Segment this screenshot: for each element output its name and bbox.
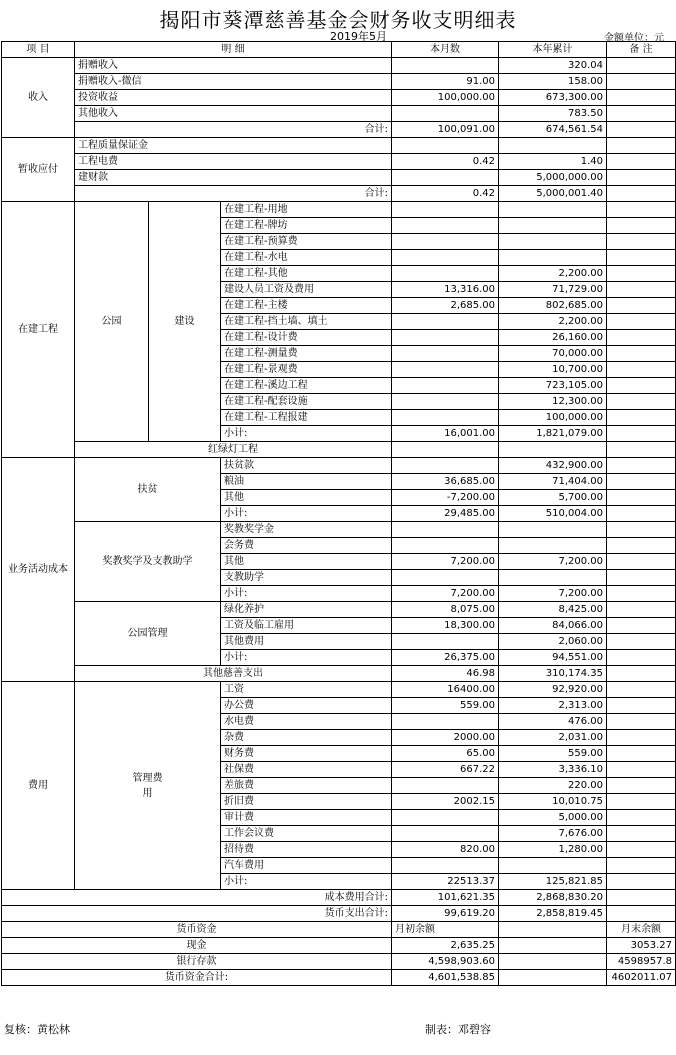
month-value [392, 570, 499, 586]
month-value: 13,316.00 [392, 282, 499, 298]
subtotal-label: 小计: [221, 506, 392, 522]
note-cell [607, 570, 676, 586]
note-cell [607, 234, 676, 250]
subtotal-year: 7,200.00 [499, 586, 607, 602]
month-value: 100,000.00 [392, 90, 499, 106]
table-row [2, 522, 676, 538]
subtotal-year: 125,821.85 [499, 874, 607, 890]
table-row [2, 890, 676, 906]
table-row [2, 906, 676, 922]
note-cell [607, 682, 676, 698]
item-name: 在建工程-主楼 [221, 298, 392, 314]
item-name: 绿化养护 [221, 602, 392, 618]
table-row [2, 122, 676, 138]
item-name: 其他 [221, 554, 392, 570]
year-value: 158.00 [499, 74, 607, 90]
note-cell [607, 890, 676, 906]
maker-label: 制表：邓碧容 [425, 1023, 491, 1036]
total-year: 2,868,830.20 [499, 890, 607, 906]
month-value [392, 138, 499, 154]
item-name: 在建工程-水电 [221, 250, 392, 266]
item-name: 捐赠收入-微信 [75, 74, 392, 90]
note-cell [607, 394, 676, 410]
funds-end: 3053.27 [607, 938, 676, 954]
note-cell [607, 58, 676, 74]
item-name: 工作会议费 [221, 826, 392, 842]
table-row [2, 666, 676, 682]
header-month: 本月数 [392, 42, 499, 58]
year-value: 723,105.00 [499, 378, 607, 394]
month-value: 667.22 [392, 762, 499, 778]
month-value [392, 106, 499, 122]
month-value: 36,685.00 [392, 474, 499, 490]
category-label: 收入 [2, 58, 75, 138]
year-value: 2,200.00 [499, 314, 607, 330]
table-row [2, 922, 676, 938]
table-row [2, 186, 676, 202]
note-cell [607, 170, 676, 186]
table-row [2, 58, 676, 74]
month-value [392, 170, 499, 186]
funds-header-label: 货币资金 [2, 922, 392, 938]
item-name: 在建工程-用地 [221, 202, 392, 218]
month-value: -7,200.00 [392, 490, 499, 506]
table-cell [499, 970, 607, 986]
item-name: 捐赠收入 [75, 58, 392, 74]
note-cell [607, 138, 676, 154]
year-value: 7,676.00 [499, 826, 607, 842]
subtotal-month: 22513.37 [392, 874, 499, 890]
note-cell [607, 650, 676, 666]
total-label: 货币支出合计: [2, 906, 392, 922]
month-value [392, 826, 499, 842]
year-value [499, 218, 607, 234]
year-value: 783.50 [499, 106, 607, 122]
subtotal-year: 510,004.00 [499, 506, 607, 522]
note-cell [607, 218, 676, 234]
subtotal-month: 16,001.00 [392, 426, 499, 442]
funds-end: 4598957.8 [607, 954, 676, 970]
report-date: 2019年5月 [330, 30, 387, 43]
item-name: 工资 [221, 682, 392, 698]
year-value: 5,000,000.00 [499, 170, 607, 186]
month-value: 2000.00 [392, 730, 499, 746]
funds-total-begin: 4,601,538.85 [392, 970, 499, 986]
month-value [392, 714, 499, 730]
item-name: 在建工程-挡土墙、填土 [221, 314, 392, 330]
note-cell [607, 906, 676, 922]
note-cell [607, 842, 676, 858]
subcategory-label: 管理费用 [75, 682, 221, 890]
table-row [2, 106, 676, 122]
item-name: 其他费用 [221, 634, 392, 650]
month-value: 2,685.00 [392, 298, 499, 314]
year-value: 84,066.00 [499, 618, 607, 634]
subtotal-label: 小计: [221, 586, 392, 602]
year-value: 26,160.00 [499, 330, 607, 346]
month-value [392, 538, 499, 554]
funds-total-label: 货币资金合计: [2, 970, 392, 986]
note-cell [607, 522, 676, 538]
note-cell [607, 810, 676, 826]
category-label: 费用 [2, 682, 75, 890]
note-cell [607, 266, 676, 282]
item-name: 工程质量保证金 [75, 138, 392, 154]
item-name: 杂费 [221, 730, 392, 746]
item-name: 在建工程-测量费 [221, 346, 392, 362]
header-note: 备 注 [607, 42, 676, 58]
item-name: 建设人员工资及费用 [221, 282, 392, 298]
year-value: 476.00 [499, 714, 607, 730]
year-value: 7,200.00 [499, 554, 607, 570]
year-value: 3,336.10 [499, 762, 607, 778]
total-label: 成本费用合计: [2, 890, 392, 906]
funds-label: 现金 [2, 938, 392, 954]
year-value: 802,685.00 [499, 298, 607, 314]
table-row [2, 954, 676, 970]
month-value [392, 314, 499, 330]
year-value [499, 858, 607, 874]
item-name: 在建工程-设计费 [221, 330, 392, 346]
total-month: 99,619.20 [392, 906, 499, 922]
note-cell [607, 426, 676, 442]
item-name: 奖教奖学金 [221, 522, 392, 538]
item-name: 工程电费 [75, 154, 392, 170]
table-row [2, 202, 676, 218]
note-cell [607, 634, 676, 650]
year-value: 5,000.00 [499, 810, 607, 826]
subcategory-label: 奖教奖学及支教助学 [75, 522, 221, 602]
month-value: 2002.15 [392, 794, 499, 810]
year-value [499, 202, 607, 218]
note-cell [607, 282, 676, 298]
note-cell [607, 778, 676, 794]
item-name: 社保费 [221, 762, 392, 778]
month-value [392, 778, 499, 794]
year-value: 5,700.00 [499, 490, 607, 506]
year-value: 1.40 [499, 154, 607, 170]
item-name: 红绿灯工程 [75, 442, 392, 458]
funds-header-begin: 月初余额 [392, 922, 499, 938]
item-name: 在建工程-景观费 [221, 362, 392, 378]
item-name: 审计费 [221, 810, 392, 826]
year-value: 71,729.00 [499, 282, 607, 298]
note-cell [607, 698, 676, 714]
note-cell [607, 586, 676, 602]
year-value: 2,031.00 [499, 730, 607, 746]
note-cell [607, 618, 676, 634]
item-name: 在建工程-溪边工程 [221, 378, 392, 394]
item-name: 在建工程-其他 [221, 266, 392, 282]
item-name: 办公费 [221, 698, 392, 714]
year-value: 10,010.75 [499, 794, 607, 810]
note-cell [607, 250, 676, 266]
table-row [2, 970, 676, 986]
month-value [392, 346, 499, 362]
funds-begin: 4,598,903.60 [392, 954, 499, 970]
table-row [2, 74, 676, 90]
year-value [499, 538, 607, 554]
table-row [2, 154, 676, 170]
subtotal-label: 小计: [221, 650, 392, 666]
item-name: 其他慈善支出 [75, 666, 392, 682]
item-name: 在建工程-工程报建 [221, 410, 392, 426]
item-name: 折旧费 [221, 794, 392, 810]
year-value [499, 234, 607, 250]
month-value [392, 202, 499, 218]
month-value: 7,200.00 [392, 554, 499, 570]
month-value: 559.00 [392, 698, 499, 714]
item-name: 支教助学 [221, 570, 392, 586]
note-cell [607, 506, 676, 522]
note-cell [607, 666, 676, 682]
year-value: 310,174.35 [499, 666, 607, 682]
reviewer-label: 复核：黄松林 [4, 1023, 70, 1036]
header-detail: 明 细 [75, 42, 392, 58]
note-cell [607, 554, 676, 570]
category-label: 业务活动成本 [2, 458, 75, 682]
note-cell [607, 154, 676, 170]
item-name: 其他收入 [75, 106, 392, 122]
note-cell [607, 746, 676, 762]
item-name: 财务费 [221, 746, 392, 762]
funds-begin: 2,635.25 [392, 938, 499, 954]
table-row [2, 602, 676, 618]
note-cell [607, 314, 676, 330]
year-value [499, 522, 607, 538]
note-cell [607, 858, 676, 874]
month-value [392, 442, 499, 458]
subtotal-month: 7,200.00 [392, 586, 499, 602]
note-cell [607, 490, 676, 506]
year-value: 92,920.00 [499, 682, 607, 698]
total-month: 0.42 [392, 186, 499, 202]
month-value: 820.00 [392, 842, 499, 858]
item-name: 工资及临工雇用 [221, 618, 392, 634]
total-label: 合计: [75, 186, 392, 202]
subcategory-label: 公园 [75, 202, 149, 442]
funds-label: 银行存款 [2, 954, 392, 970]
month-value: 65.00 [392, 746, 499, 762]
note-cell [607, 74, 676, 90]
subtotal-year: 1,821,079.00 [499, 426, 607, 442]
header-item: 项 目 [2, 42, 75, 58]
subtotal-month: 29,485.00 [392, 506, 499, 522]
year-value: 673,300.00 [499, 90, 607, 106]
subtotal-label: 小计: [221, 426, 392, 442]
month-value: 18,300.00 [392, 618, 499, 634]
table-row [2, 42, 676, 58]
table-row [2, 938, 676, 954]
amount-unit: 金额单位：元 [604, 33, 664, 44]
month-value [392, 810, 499, 826]
month-value [392, 362, 499, 378]
note-cell [607, 794, 676, 810]
month-value: 8,075.00 [392, 602, 499, 618]
note-cell [607, 106, 676, 122]
item-name: 粮油 [221, 474, 392, 490]
subcategory-label: 扶贫 [75, 458, 221, 522]
table-cell [499, 954, 607, 970]
month-value [392, 250, 499, 266]
page-title: 揭阳市葵潭慈善基金会财务收支明细表 [159, 8, 517, 32]
year-value: 2,060.00 [499, 634, 607, 650]
note-cell [607, 346, 676, 362]
table-cell [499, 938, 607, 954]
note-cell [607, 122, 676, 138]
month-value [392, 410, 499, 426]
month-value: 46.98 [392, 666, 499, 682]
subtotal-label: 小计: [221, 874, 392, 890]
month-value: 91.00 [392, 74, 499, 90]
note-cell [607, 730, 676, 746]
table-row [2, 458, 676, 474]
total-month: 100,091.00 [392, 122, 499, 138]
table-row [2, 138, 676, 154]
subcategory-label: 公园管理 [75, 602, 221, 666]
category-label: 暂收应付 [2, 138, 75, 202]
table-row [2, 90, 676, 106]
total-year: 5,000,001.40 [499, 186, 607, 202]
note-cell [607, 330, 676, 346]
table-row [2, 170, 676, 186]
month-value [392, 394, 499, 410]
subtotal-year: 94,551.00 [499, 650, 607, 666]
note-cell [607, 458, 676, 474]
year-value: 71,404.00 [499, 474, 607, 490]
year-value: 70,000.00 [499, 346, 607, 362]
year-value [499, 138, 607, 154]
item-name: 招待费 [221, 842, 392, 858]
note-cell [607, 410, 676, 426]
month-value: 0.42 [392, 154, 499, 170]
month-value [392, 458, 499, 474]
month-value [392, 634, 499, 650]
table-row [2, 682, 676, 698]
note-cell [607, 298, 676, 314]
note-cell [607, 442, 676, 458]
item-name: 建财款 [75, 170, 392, 186]
note-cell [607, 826, 676, 842]
subcategory-label: 建设 [149, 202, 221, 442]
year-value: 220.00 [499, 778, 607, 794]
year-value: 2,200.00 [499, 266, 607, 282]
funds-header-end: 月末余额 [607, 922, 676, 938]
month-value [392, 858, 499, 874]
month-value [392, 378, 499, 394]
subtotal-month: 26,375.00 [392, 650, 499, 666]
month-value [392, 218, 499, 234]
note-cell [607, 602, 676, 618]
item-name: 差旅费 [221, 778, 392, 794]
month-value: 16400.00 [392, 682, 499, 698]
funds-total-end: 4602011.07 [607, 970, 676, 986]
table-row [2, 442, 676, 458]
item-name: 水电费 [221, 714, 392, 730]
month-value [392, 330, 499, 346]
year-value: 2,313.00 [499, 698, 607, 714]
item-name: 其他 [221, 490, 392, 506]
month-value [392, 58, 499, 74]
item-name: 会务费 [221, 538, 392, 554]
note-cell [607, 186, 676, 202]
month-value [392, 266, 499, 282]
year-value: 12,300.00 [499, 394, 607, 410]
year-value [499, 570, 607, 586]
note-cell [607, 362, 676, 378]
category-label: 在建工程 [2, 202, 75, 458]
year-value: 100,000.00 [499, 410, 607, 426]
year-value: 1,280.00 [499, 842, 607, 858]
total-year: 2,858,819.45 [499, 906, 607, 922]
total-year: 674,561.54 [499, 122, 607, 138]
table-cell [499, 922, 607, 938]
note-cell [607, 378, 676, 394]
year-value: 8,425.00 [499, 602, 607, 618]
note-cell [607, 874, 676, 890]
item-name: 在建工程-配套设施 [221, 394, 392, 410]
note-cell [607, 538, 676, 554]
item-name: 在建工程-预算费 [221, 234, 392, 250]
year-value: 320.04 [499, 58, 607, 74]
note-cell [607, 714, 676, 730]
header-year: 本年累计 [499, 42, 607, 58]
note-cell [607, 762, 676, 778]
month-value [392, 522, 499, 538]
year-value: 432,900.00 [499, 458, 607, 474]
year-value: 10,700.00 [499, 362, 607, 378]
item-name: 投资收益 [75, 90, 392, 106]
item-name: 汽车费用 [221, 858, 392, 874]
year-value: 559.00 [499, 746, 607, 762]
item-name: 在建工程-牌坊 [221, 218, 392, 234]
year-value [499, 250, 607, 266]
note-cell [607, 474, 676, 490]
total-month: 101,621.35 [392, 890, 499, 906]
year-value [499, 442, 607, 458]
item-name: 扶贫款 [221, 458, 392, 474]
finance-table [1, 41, 676, 986]
note-cell [607, 202, 676, 218]
note-cell [607, 90, 676, 106]
total-label: 合计: [75, 122, 392, 138]
month-value [392, 234, 499, 250]
